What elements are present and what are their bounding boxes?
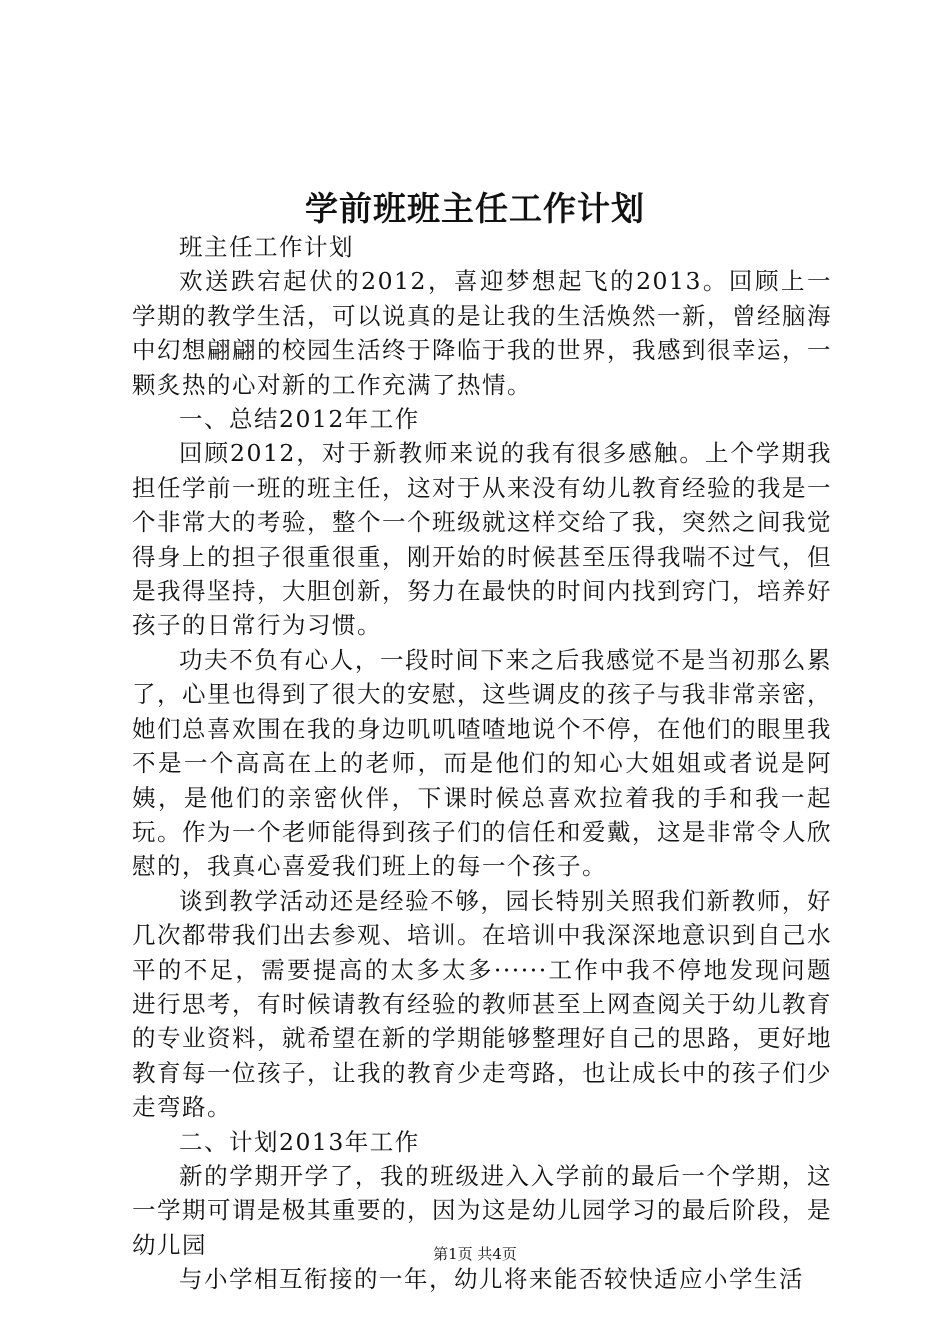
paragraph-transition: 与小学相互衔接的一年，幼儿将来能否较快适应小学生活 [179, 1265, 804, 1294]
section-heading-1: 一、总结2012年工作 [179, 405, 420, 434]
document-title: 学前班班主任工作计划 [305, 189, 645, 228]
paragraph-review: 回顾2012，对于新教师来说的我有很多感触。上个学期我担任学前一班的班主任，这对于从来没有幼儿教育经验的我是一个非常大的考验，整个一个班级就这样交给了我，突然之间我觉得身上的担子很重很重，刚开始的时候甚至压得我喘不过气，但是我得坚持，大胆创新，努力在最快的时间内找到窍门，培养好孩子的日常行为习惯。 [132, 439, 832, 640]
page-footer: 第1页 共4页 [433, 1245, 517, 1263]
paragraph-teaching: 谈到教学活动还是经验不够，园长特别关照我们新教师，好几次都带我们出去参观、培训。在培训中我深深地意识到自己水平的不足，需要提高的太多太多······工作中我不停地发现问题进行思考，有时候请教有经验的教师甚至上网查阅关于幼儿教育的专业资料，就希望在新的学期能够整理好自己的思路，更好地教育每一位孩子，让我的教育少走弯路，也让成长中的孩子们少走弯路。 [132, 886, 832, 1122]
document-body [132, 230, 832, 1297]
paragraph-subtitle: 班主任工作计划 [179, 233, 354, 261]
paragraph-new-term: 新的学期开学了，我的班级进入入学前的最后一个学期，这一学期可谓是极其重要的，因为这是幼儿园学习的最后阶段，是幼儿园 [132, 1161, 832, 1259]
section-heading-2: 二、计划2013年工作 [179, 1127, 420, 1156]
paragraph-intro: 欢送跌宕起伏的2012，喜迎梦想起飞的2013。回顾上一学期的教学生活，可以说真的是让我的生活焕然一新，曾经脑海中幻想翩翩的校园生活终于降临于我的世界，我感到很幸运，一颗炙热的心对新的工作充满了热情。 [132, 267, 832, 399]
paragraph-reward: 功夫不负有心人，一段时间下来之后我感觉不是当初那么累了，心里也得到了很大的安慰，这些调皮的孩子与我非常亲密，她们总喜欢围在我的身边叽叽喳喳地说个不停，在他们的眼里我不是一个高高在上的老师，而是他们的知心大姐姐或者说是阿姨，是他们的亲密伙伴，下课时候总喜欢拉着我的手和我一起玩。作为一个老师能得到孩子们的信任和爱戴，这是非常令人欣慰的，我真心喜爱我们班上的每一个孩子。 [132, 645, 832, 881]
